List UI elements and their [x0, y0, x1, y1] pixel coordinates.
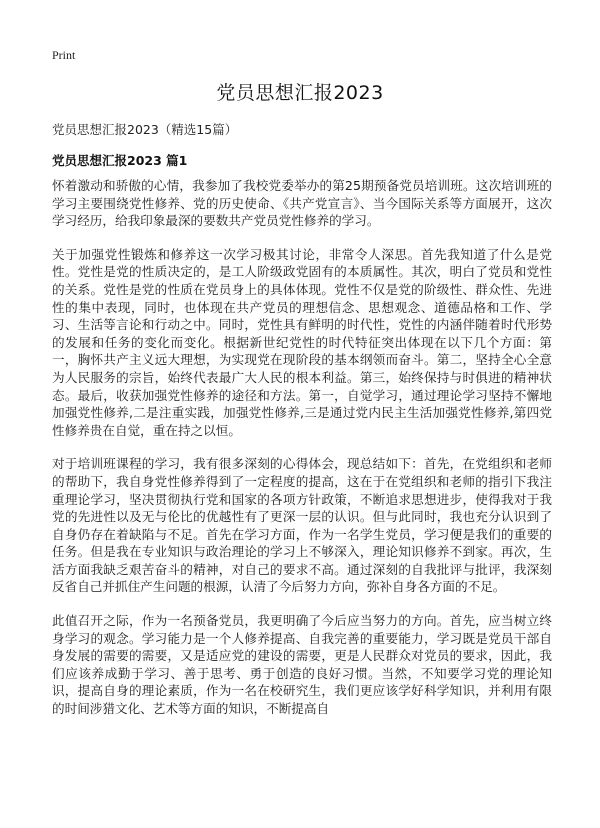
print-label: Print: [52, 48, 76, 62]
paragraph: 怀着激动和骄傲的心情，我参加了我校党委举办的第25期预备党员培训班。这次培训班的学习主要围绕党性修养、党的历史使命、《共产党宣言》、当今国际关系等方面展开，这次学习经历，给我印象最深的要数共产党员党性修养的学习。: [52, 178, 552, 229]
section-heading: 党员思想汇报2023 篇1: [52, 153, 188, 168]
page-title: 党员思想汇报2023: [216, 82, 384, 104]
paragraph: 关于加强党性锻炼和修养这一次学习极其讨论，非常令人深思。首先我知道了什么是党性。党性是党的性质决定的，是工人阶级政党固有的本质属性。其次，明白了党员和党性的关系。党性是党的性质在党员身上的具体体现。党性不仅是党的阶级性、群众性、先进性的集中表现，同时，也体现在共产党员的理想信念、思想观念、道德品格和工作、学习、生活等言论和行动之中。同时，党性具有鲜明的时代性，党性的内涵伴随着时代形势的发展和任务的变化而变化。根据新世纪党性的时代特征突出体现在以下几个方面：第一，胸怀共产主义远大理想，为实现党在现阶段的基本纲领而奋斗。第二，坚持全心全意为人民服务的宗旨，始终代表最广大人民的根本利益。第三，始终保持与时俱进的精神状态。最后，收获加强党性修养的途径和方法。第一，自觉学习，通过理论学习坚持不懈地加强党性修养,二是注重实践，加强党性修养,三是通过党内民主生活加强党性修养,第四党性修养贵在自觉，重在持之以恒。: [52, 246, 552, 438]
article-body: [52, 177, 552, 734]
document-subtitle: 党员思想汇报2023（精选15篇）: [52, 122, 238, 137]
paragraph: 此值召开之际，作为一名预备党员，我更明确了今后应当努力的方向。首先，应当树立终身学习的观念。学习能力是一个人修养提高、自我完善的重要能力，学习既是党员干部自身发展的需要的需要，又是适应党的建设的需要，更是人民群众对党员的要求，因此，我们应该养成勤于学习、善于思考、勇于创造的良好习惯。当然，不知要学习党的理论知识，提高自身的理论素质，作为一名在校研究生，我们更应该学好科学知识，并利用有限的时间涉猎文化、艺术等方面的知识，不断提高自: [52, 613, 552, 717]
paragraph: 对于培训班课程的学习，我有很多深刻的心得体会，现总结如下：首先，在党组织和老师的帮助下，我自身党性修养得到了一定程度的提高，这在于在党组织和老师的指引下我注重理论学习，坚决贯彻执行党和国家的各项方针政策，不断追求思想进步，使得我对于我党的先进性以及无与伦比的优越性有了更深一层的认识。但与此同时，我也充分认识到了自身仍存在着缺陷与不足。首先在学习方面，作为一名学生党员，学习便是我们的重要的任务。但是我在专业知识与政治理论的学习上不够深入，理论知识修养不到家。再次，生活方面我缺乏艰苦奋斗的精神，对自己的要求不高。通过深刻的自我批评与批评，我深刻反省自己并抓住产生问题的根源，认清了今后努力方向，弥补自身各方面的不足。: [52, 456, 552, 595]
